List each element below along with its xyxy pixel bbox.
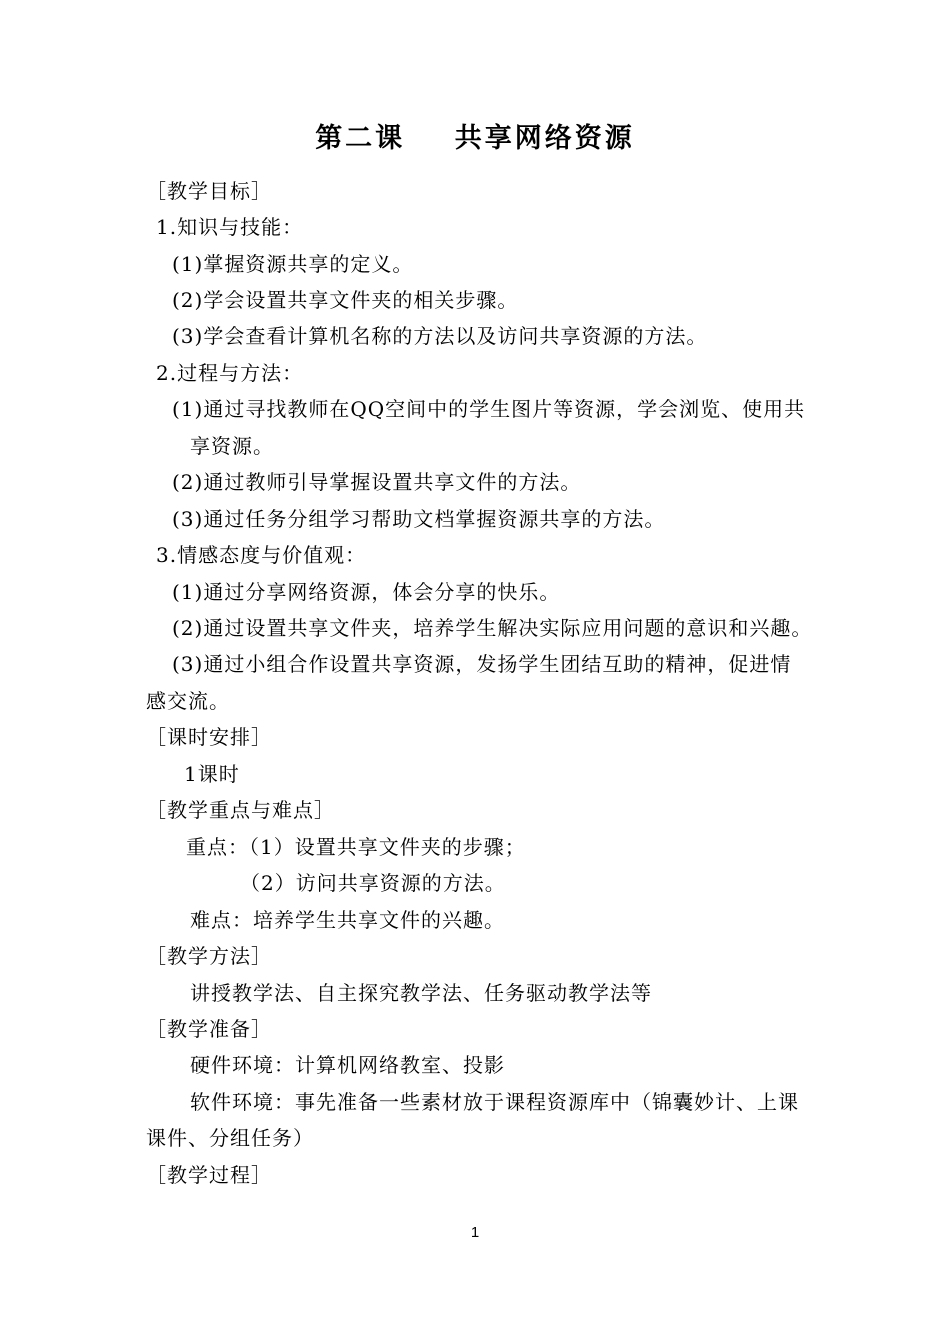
process-heading: 2.过程与方法： — [156, 361, 304, 385]
emotion-heading: 3.情感态度与价值观： — [156, 543, 367, 567]
knowledge-item-2: (2)学会设置共享文件夹的相关步骤。 — [172, 288, 519, 312]
hardware-line: 硬件环境：计算机网络教室、投影 — [190, 1053, 505, 1077]
schedule-text: 1课时 — [184, 762, 240, 786]
key-point-line-1: 重点：（1）设置共享文件夹的步骤； — [186, 835, 526, 859]
software-line-1: 软件环境：事先准备一些素材放于课程资源库中（锦囊妙计、上课 — [190, 1090, 799, 1114]
process-item-1-line-2: 享资源。 — [190, 434, 274, 458]
process-section-heading: ［教学过程］ — [146, 1163, 272, 1187]
process-item-3: (3)通过任务分组学习帮助文档掌握资源共享的方法。 — [172, 507, 666, 531]
difficulty-line: 难点：培养学生共享文件的兴趣。 — [190, 908, 505, 932]
methods-heading: ［教学方法］ — [146, 944, 272, 968]
emotion-item-3-line-1: (3)通过小组合作设置共享资源，发扬学生团结互助的精神，促进情 — [172, 652, 792, 676]
knowledge-item-1: (1)掌握资源共享的定义。 — [172, 252, 414, 276]
knowledge-item-3: (3)学会查看计算机名称的方法以及访问共享资源的方法。 — [172, 324, 708, 348]
knowledge-heading: 1.知识与技能： — [156, 215, 304, 239]
schedule-heading: ［课时安排］ — [146, 725, 272, 749]
emotion-item-1: (1)通过分享网络资源，体会分享的快乐。 — [172, 580, 561, 604]
process-item-1-line-1: (1)通过寻找教师在QQ空间中的学生图片等资源，学会浏览、使用共 — [172, 397, 806, 421]
preparation-heading: ［教学准备］ — [146, 1017, 272, 1041]
key-point-line-2: （2）访问共享资源的方法。 — [240, 871, 506, 895]
process-item-2: (2)通过教师引导掌握设置共享文件的方法。 — [172, 470, 582, 494]
emotion-item-2: (2)通过设置共享文件夹，培养学生解决实际应用问题的意识和兴趣。 — [172, 616, 813, 640]
software-line-2: 课件、分组任务） — [146, 1126, 314, 1150]
page-title: 第二课 共享网络资源 — [315, 123, 635, 154]
key-points-heading: ［教学重点与难点］ — [146, 798, 335, 822]
page-number: 1 — [470, 1224, 480, 1241]
objectives-heading: ［教学目标］ — [146, 179, 272, 203]
methods-text: 讲授教学法、自主探究教学法、任务驱动教学法等 — [190, 981, 652, 1005]
emotion-item-3-line-2: 感交流。 — [146, 689, 230, 713]
